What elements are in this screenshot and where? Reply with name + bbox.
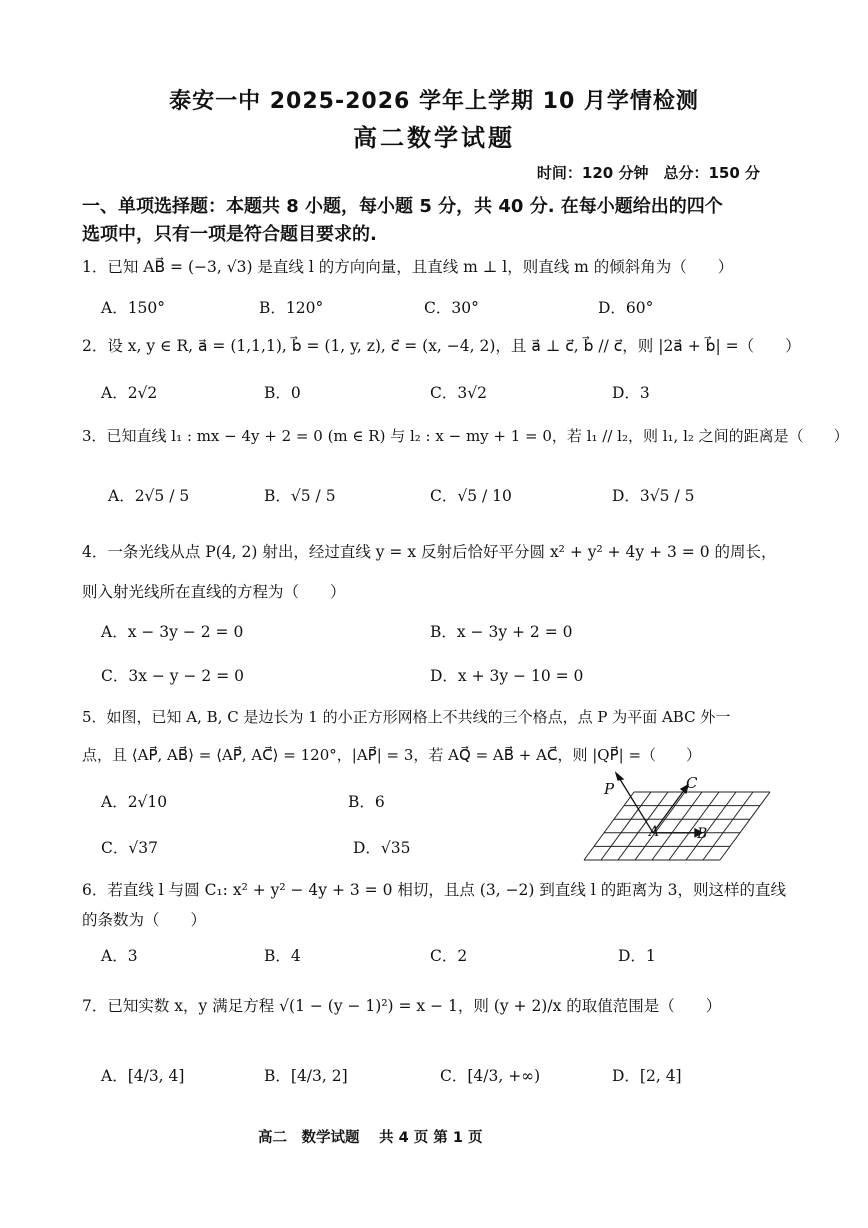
q1-option-a: A．150° bbox=[101, 299, 166, 317]
page-footer: 高二 数学试题 共 4 页 第 1 页 bbox=[258, 1130, 483, 1146]
q2-option-c: C．3√2 bbox=[430, 384, 487, 402]
label-P: P bbox=[604, 780, 615, 798]
question-6-stem-line1: 6．若直线 l 与圆 C₁: x² + y² − 4y + 3 = 0 相切，且点 (3, −2) 到直线 l 的距离为 3，则这样的直线 bbox=[82, 881, 786, 899]
exam-subtitle: 高二数学试题 bbox=[353, 124, 515, 152]
q6-option-d: D．1 bbox=[618, 947, 656, 965]
question-5-stem-line2: 点，且 ⟨AP⃗, AB⃗⟩ = ⟨AP⃗, AC⃗⟩ = 120°，|AP⃗| = 3，若 AQ⃗ = AB⃗ + AC⃗，则 |QP⃗| =（ ） bbox=[82, 746, 702, 764]
q3-option-b: B．√5 / 5 bbox=[264, 487, 336, 505]
q5-option-d: D．√35 bbox=[353, 839, 411, 857]
q1-option-c: C．30° bbox=[424, 299, 479, 317]
q7-option-a: A．[4/3, 4] bbox=[101, 1067, 185, 1085]
q6-option-c: C．2 bbox=[430, 947, 468, 965]
q4-option-b: B．x − 3y + 2 = 0 bbox=[430, 623, 573, 641]
q2-option-a: A．2√2 bbox=[101, 384, 158, 402]
q5-option-c: C．√37 bbox=[101, 839, 158, 857]
question-7-stem: 7．已知实数 x，y 满足方程 √(1 − (y − 1)²) = x − 1，则 (y + 2)/x 的取值范围是（ ） bbox=[82, 997, 722, 1015]
q1-option-d: D．60° bbox=[598, 299, 654, 317]
q7-option-b: B．[4/3, 2] bbox=[264, 1067, 348, 1085]
q1-option-b: B．120° bbox=[259, 299, 324, 317]
question-5-stem-line1: 5．如图，已知 A, B, C 是边长为 1 的小正方形网格上不共线的三个格点，点 P 为平面 ABC 外一 bbox=[82, 708, 731, 726]
q3-option-c: C．√5 / 10 bbox=[430, 487, 512, 505]
question-2-stem: 2．设 x, y ∈ R, a⃗ = (1,1,1), b⃗ = (1, y, z), c⃗ = (x, −4, 2)，且 a⃗ ⊥ c⃗, b⃗ // c⃗，则 |2a⃗ + b⃗| =（ ） bbox=[82, 337, 801, 355]
exam-title: 泰安一中 2025-2026 学年上学期 10 月学情检测 bbox=[169, 89, 699, 114]
q3-option-d: D．3√5 / 5 bbox=[612, 487, 695, 505]
section-heading-line2: 选项中，只有一项是符合题目要求的. bbox=[82, 224, 377, 245]
grid-lines bbox=[584, 792, 770, 860]
q5-option-a: A．2√10 bbox=[101, 793, 168, 811]
q2-option-d: D．3 bbox=[612, 384, 650, 402]
q6-option-a: A．3 bbox=[101, 947, 138, 965]
question-6-stem-line2: 的条数为（ ） bbox=[82, 911, 207, 929]
q4-option-d: D．x + 3y − 10 = 0 bbox=[430, 667, 584, 685]
q5-option-b: B．6 bbox=[348, 793, 385, 811]
question-4-stem-line1: 4．一条光线从点 P(4, 2) 射出，经过直线 y = x 反射后恰好平分圆 x² + y² + 4y + 3 = 0 的周长， bbox=[82, 543, 777, 561]
label-B: B bbox=[697, 826, 708, 842]
q3-option-a: A．2√5 / 5 bbox=[108, 487, 190, 505]
q7-option-c: C．[4/3, +∞) bbox=[440, 1067, 541, 1085]
label-A: A bbox=[649, 824, 660, 840]
q2-option-b: B．0 bbox=[264, 384, 301, 402]
label-C: C bbox=[686, 774, 698, 792]
q4-option-a: A．x − 3y − 2 = 0 bbox=[101, 623, 244, 641]
q4-option-c: C．3x − y − 2 = 0 bbox=[101, 667, 244, 685]
grid-figure bbox=[582, 768, 777, 864]
question-3-stem: 3．已知直线 l₁ : mx − 4y + 2 = 0 (m ∈ R) 与 l₂ : x − my + 1 = 0，若 l₁ // l₂，则 l₁, l₂ 之间的距离是（ ） bbox=[82, 427, 849, 445]
question-1-stem: 1．已知 AB⃗ = (−3, √3) 是直线 l 的方向向量，且直线 m ⊥ l，则直线 m 的倾斜角为（ ） bbox=[82, 258, 734, 276]
exam-meta: 时间：120 分钟 总分：150 分 bbox=[536, 164, 760, 182]
question-4-stem-line2: 则入射光线所在直线的方程为（ ） bbox=[82, 583, 346, 601]
q6-option-b: B．4 bbox=[264, 947, 301, 965]
q7-option-d: D．[2, 4] bbox=[612, 1067, 682, 1085]
section-heading-line1: 一、单项选择题：本题共 8 小题，每小题 5 分，共 40 分. 在每小题给出的四个 bbox=[82, 196, 723, 217]
